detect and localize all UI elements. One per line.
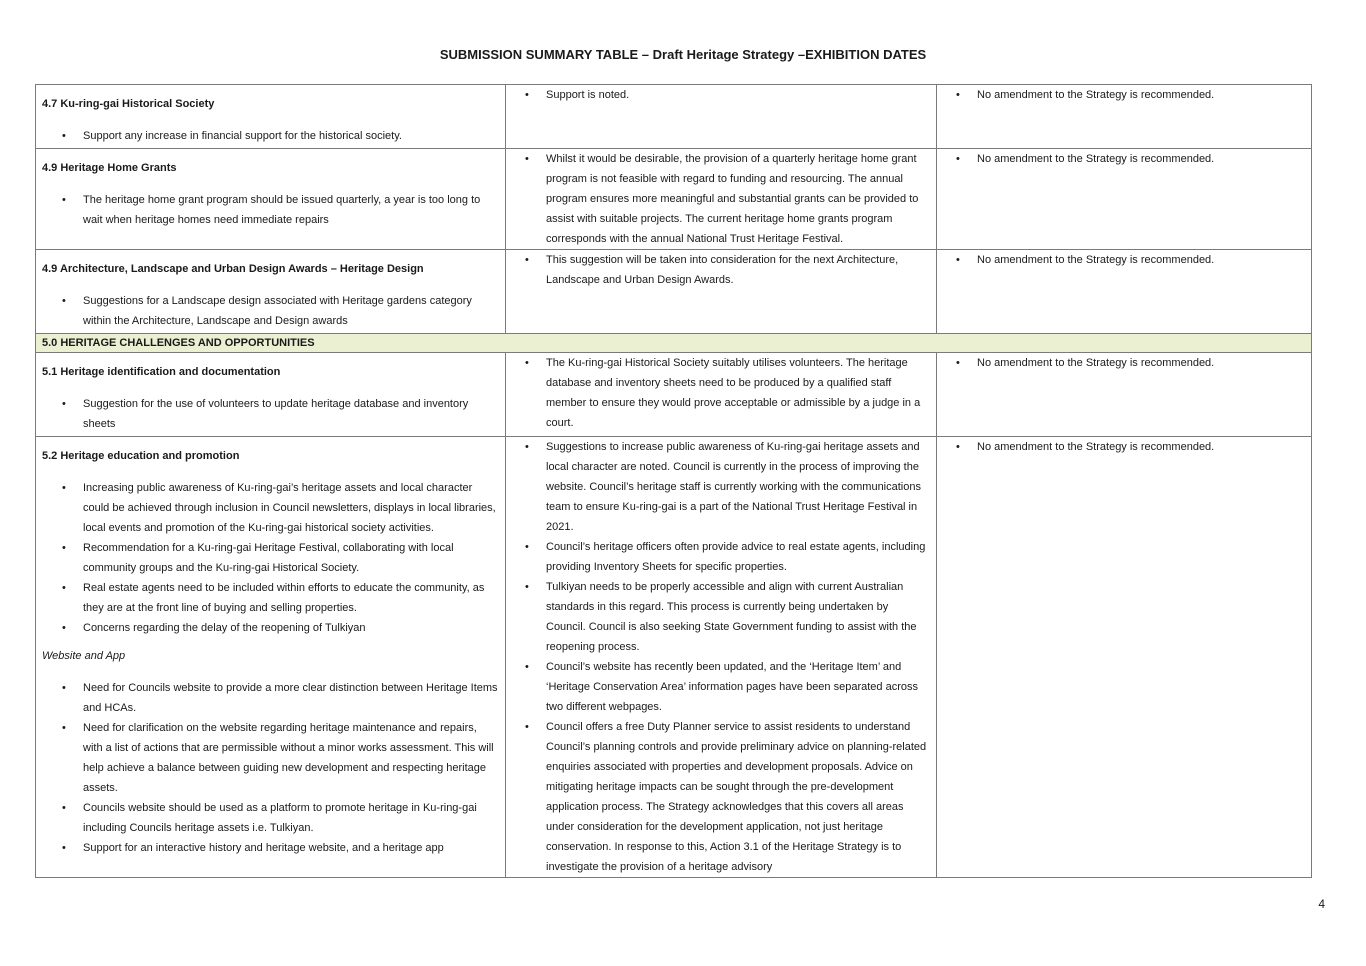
list-item: • Councils website should be used as a platform to promote heritage in Ku-ring-gai including Councils heritage assets i.e. Tulkiyan.	[83, 798, 499, 838]
document-title: SUBMISSION SUMMARY TABLE – Draft Heritage Strategy –EXHIBITION DATES	[439, 47, 927, 62]
list-item: • The heritage home grant program should be issued quarterly, a year is too long to wait when heritage homes need immediate repairs	[83, 190, 499, 230]
list-item: • No amendment to the Strategy is recommended.	[977, 353, 1305, 373]
list-item: • Whilst it would be desirable, the provision of a quarterly heritage home grant program is not feasible with regard to funding and resourcing. The annual program ensures more meaningful and substantial grants can be provided to assist with suitable projects. The current heritage home grants program corresponds with the annual National Trust Heritage Festival.	[546, 149, 930, 249]
response-list	[526, 149, 930, 249]
response-cell	[506, 353, 937, 437]
list-item: • Recommendation for a Ku-ring-gai Heritage Festival, collaborating with local community groups and the Ku-ring-gai Historical Society.	[83, 538, 499, 578]
submission-cell	[36, 353, 506, 437]
section-header-row	[36, 334, 1312, 353]
row-heading: 4.7 Ku-ring-gai Historical Society	[42, 98, 215, 110]
list-item: • Council’s website has recently been updated, and the ‘Heritage Item’ and ‘Heritage Conservation Area’ information pages have been separated across two different webpages.	[546, 657, 930, 717]
response-cell	[506, 85, 937, 149]
list-item: • Concerns regarding the delay of the reopening of Tulkiyan	[83, 618, 499, 638]
submission-list-web	[42, 678, 499, 858]
response-cell	[506, 437, 937, 878]
row-heading: 4.9 Architecture, Landscape and Urban Design Awards – Heritage Design	[42, 263, 424, 275]
submission-list	[42, 291, 499, 331]
list-item: • Suggestions to increase public awareness of Ku-ring-gai heritage assets and local character are noted. Council is currently in the process of improving the website. Council’s heritage staff is currently working with the communications team to ensure Ku-ring-gai is a part of the National Trust Heritage Festival in 2021.	[546, 437, 930, 537]
list-item: • Support is noted.	[546, 85, 930, 105]
list-item: • No amendment to the Strategy is recommended.	[977, 250, 1305, 270]
list-item: • Council’s heritage officers often provide advice to real estate agents, including providing Inventory Sheets for specific properties.	[546, 537, 930, 577]
table-row	[36, 149, 1312, 250]
response-cell	[506, 250, 937, 334]
table-row	[36, 85, 1312, 149]
page-number: 4	[1318, 897, 1325, 911]
submission-cell	[36, 250, 506, 334]
table-row	[36, 353, 1312, 437]
list-item: • Suggestion for the use of volunteers to update heritage database and inventory sheets	[83, 394, 499, 434]
response-list	[526, 250, 930, 290]
submission-cell	[36, 437, 506, 878]
list-item: • Council offers a free Duty Planner service to assist residents to understand Council’s planning controls and provide preliminary advice on planning-related enquiries associated with properties and development proposals. Advice on mitigating heritage impacts can be sought through the pre-development application process. The Strategy acknowledges that this covers all areas under consideration for the development application, not just heritage conservation. In response to this, Action 3.1 of the Heritage Strategy is to investigate the provision of a heritage advisory	[546, 717, 930, 877]
list-item: • No amendment to the Strategy is recommended.	[977, 85, 1305, 105]
row-heading: 5.1 Heritage identification and documentation	[42, 366, 281, 378]
list-item: • Tulkiyan needs to be properly accessible and align with current Australian standards in this regard. This process is currently being undertaken by Council. Council is also seeking State Government funding to assist with the reopening process.	[546, 577, 930, 657]
table-row	[36, 437, 1312, 878]
response-cell	[506, 149, 937, 250]
response-list	[526, 85, 930, 105]
list-item: • Support for an interactive history and heritage website, and a heritage app	[83, 838, 499, 858]
recommendation-cell	[937, 149, 1312, 250]
row-heading: 5.2 Heritage education and promotion	[42, 450, 240, 462]
submission-list	[42, 478, 499, 638]
recommendation-cell	[937, 85, 1312, 149]
list-item: • Need for clarification on the website regarding heritage maintenance and repairs, with a list of actions that are permissible without a minor works assessment. This will help achieve a balance between guiding new development and respecting heritage assets.	[83, 718, 499, 798]
submission-list	[42, 394, 499, 434]
list-item: • Need for Councils website to provide a more clear distinction between Heritage Items and HCAs.	[83, 678, 499, 718]
list-item: • Increasing public awareness of Ku-ring-gai’s heritage assets and local character could be achieved through inclusion in Council newsletters, displays in local libraries, local events and promotion of the Ku-ring-gai historical society activities.	[83, 478, 499, 538]
list-item: • Real estate agents need to be included within efforts to educate the community, as they are at the front line of buying and selling properties.	[83, 578, 499, 618]
list-item: • No amendment to the Strategy is recommended.	[977, 149, 1305, 169]
submission-summary-table	[35, 84, 1312, 878]
subheading-website-and-app: Website and App	[42, 650, 126, 662]
table-row	[36, 250, 1312, 334]
submission-list	[42, 190, 499, 230]
response-list	[526, 437, 930, 877]
row-heading: 4.9 Heritage Home Grants	[42, 162, 177, 174]
list-item: • This suggestion will be taken into consideration for the next Architecture, Landscape and Urban Design Awards.	[546, 250, 930, 290]
submission-cell	[36, 149, 506, 250]
recommendation-cell	[937, 250, 1312, 334]
list-item: • Support any increase in financial support for the historical society.	[83, 126, 499, 146]
section-heading: 5.0 HERITAGE CHALLENGES AND OPPORTUNITIES	[36, 334, 1312, 353]
response-list	[526, 353, 930, 433]
recommendation-cell	[937, 353, 1312, 437]
list-item: • Suggestions for a Landscape design associated with Heritage gardens category within the Architecture, Landscape and Design awards	[83, 291, 499, 331]
recommendation-cell	[937, 437, 1312, 878]
submission-cell	[36, 85, 506, 149]
list-item: • The Ku-ring-gai Historical Society suitably utilises volunteers. The heritage database and inventory sheets need to be produced by a qualified staff member to ensure they would prove acceptable or admissible by a judge in a court.	[546, 353, 930, 433]
submission-list	[42, 126, 499, 146]
list-item: • No amendment to the Strategy is recommended.	[977, 437, 1305, 457]
